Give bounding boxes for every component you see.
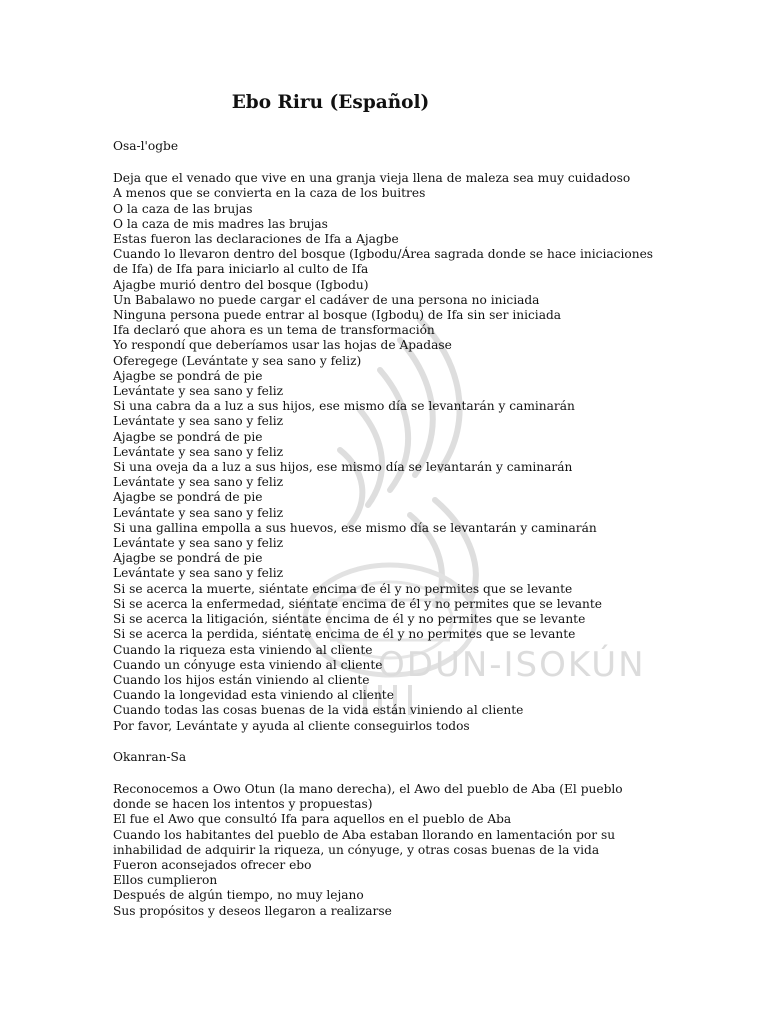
section-heading: Osa-l'ogbe xyxy=(113,139,179,153)
verse-line: A menos que se convierta en la caza de los buitres xyxy=(113,186,426,201)
verse-line: Ajagbe se pondrá de pie xyxy=(113,429,263,444)
verse-line: Un Babalawo no puede cargar el cadáver de una persona no iniciada xyxy=(113,292,540,307)
document-page xyxy=(113,92,673,919)
verse-line: Ajagbe se pondrá de pie xyxy=(113,490,263,505)
verse-line: Levántate y sea sano y feliz xyxy=(113,536,284,551)
verse-line: El fue el Awo que consultó Ifa para aquellos en el pueblo de Aba xyxy=(113,812,512,827)
document-title: Ebo Riru (Español) xyxy=(231,92,430,113)
verse-line: Cuando un cónyuge esta viniendo al cliente xyxy=(113,657,383,672)
verse-line: Sus propósitos y deseos llegaron a realizarse xyxy=(113,903,392,918)
verse-lines xyxy=(113,171,673,734)
section-heading: Okanran-Sa xyxy=(113,749,187,764)
verse-lines xyxy=(113,782,673,919)
verse-line: Cuando los habitantes del pueblo de Aba estaban llorando en lamentación por su xyxy=(113,827,616,842)
verse-line: Levántate y sea sano y feliz xyxy=(113,444,284,459)
verse-line: Cuando la riqueza esta viniendo al cliente xyxy=(113,642,373,657)
verse-line: Si se acerca la muerte, siéntate encima de él y no permites que se levante xyxy=(113,581,573,596)
verse-line: Si una gallina empolla a sus huevos, ese mismo día se levantarán y caminarán xyxy=(113,520,597,535)
verse-line: Si se acerca la enfermedad, siéntate encima de él y no permites que se levante xyxy=(113,596,602,611)
verse-line: Fueron aconsejados ofrecer ebo xyxy=(113,857,312,872)
verse-line: O la caza de mis madres las brujas xyxy=(113,216,328,231)
verse-line: Estas fueron las declaraciones de Ifa a Ajagbe xyxy=(113,232,399,247)
verse-line: de Ifa) de Ifa para iniciarlo al culto de Ifa xyxy=(113,262,369,277)
verse-line: Levántate y sea sano y feliz xyxy=(113,414,284,429)
verse-line: Después de algún tiempo, no muy lejano xyxy=(113,888,364,903)
verse-line: Deja que el venado que vive en una granja vieja llena de maleza sea muy cuidadoso xyxy=(113,171,631,186)
verse-line: Oferegege (Levántate y sea sano y feliz) xyxy=(113,353,362,368)
verse-line: Cuando la longevidad esta viniendo al cliente xyxy=(113,688,394,703)
verse-line: Ajagbe se pondrá de pie xyxy=(113,368,263,383)
verse-line: Ajagbe se pondrá de pie xyxy=(113,551,263,566)
verse-line: Levántate y sea sano y feliz xyxy=(113,566,284,581)
verse-line: inhabilidad de adquirir la riqueza, un cónyuge, y otras cosas buenas de la vida xyxy=(113,842,600,857)
verse-line: Ellos cumplieron xyxy=(113,873,218,888)
verse-line: Por favor, Levántate y ayuda al cliente conseguirlos todos xyxy=(113,718,470,733)
section-okanran-sa xyxy=(113,750,673,919)
verse-line: donde se hacen los intentos y propuestas) xyxy=(113,797,373,812)
verse-line: Si una oveja da a luz a sus hijos, ese mismo día se levantarán y caminarán xyxy=(113,460,573,475)
verse-line: Cuando los hijos están viniendo al cliente xyxy=(113,672,370,687)
verse-line: Ajagbe murió dentro del bosque (Igbodu) xyxy=(113,277,369,292)
verse-line: Cuando lo llevaron dentro del bosque (Igbodu/Área sagrada donde se hace iniciaciones xyxy=(113,247,654,262)
verse-line: Si una cabra da a luz a sus hijos, ese mismo día se levantarán y caminarán xyxy=(113,399,575,414)
verse-line: Ifa declaró que ahora es un tema de transformación xyxy=(113,323,435,338)
verse-line: O la caza de las brujas xyxy=(113,201,253,216)
verse-line: Yo respondí que deberíamos usar las hojas de Apadase xyxy=(113,338,452,353)
verse-line: Reconocemos a Owo Otun (la mano derecha), el Awo del pueblo de Aba (El pueblo xyxy=(113,781,623,796)
verse-line: Si se acerca la perdida, siéntate encima de él y no permites que se levante xyxy=(113,627,576,642)
verse-line: Levántate y sea sano y feliz xyxy=(113,475,284,490)
verse-line: Levántate y sea sano y feliz xyxy=(113,505,284,520)
verse-line: Levántate y sea sano y feliz xyxy=(113,384,284,399)
watermark-text: ODUN-ISOKÚN xyxy=(378,645,646,685)
verse-line: Ninguna persona puede entrar al bosque (Igbodu) de Ifa sin ser iniciada xyxy=(113,308,562,323)
section-osa-logbe xyxy=(113,139,673,734)
verse-line: Si se acerca la litigación, siéntate encima de él y no permites que se levante xyxy=(113,612,586,627)
verse-line: Cuando todas las cosas buenas de la vida están viniendo al cliente xyxy=(113,703,524,718)
